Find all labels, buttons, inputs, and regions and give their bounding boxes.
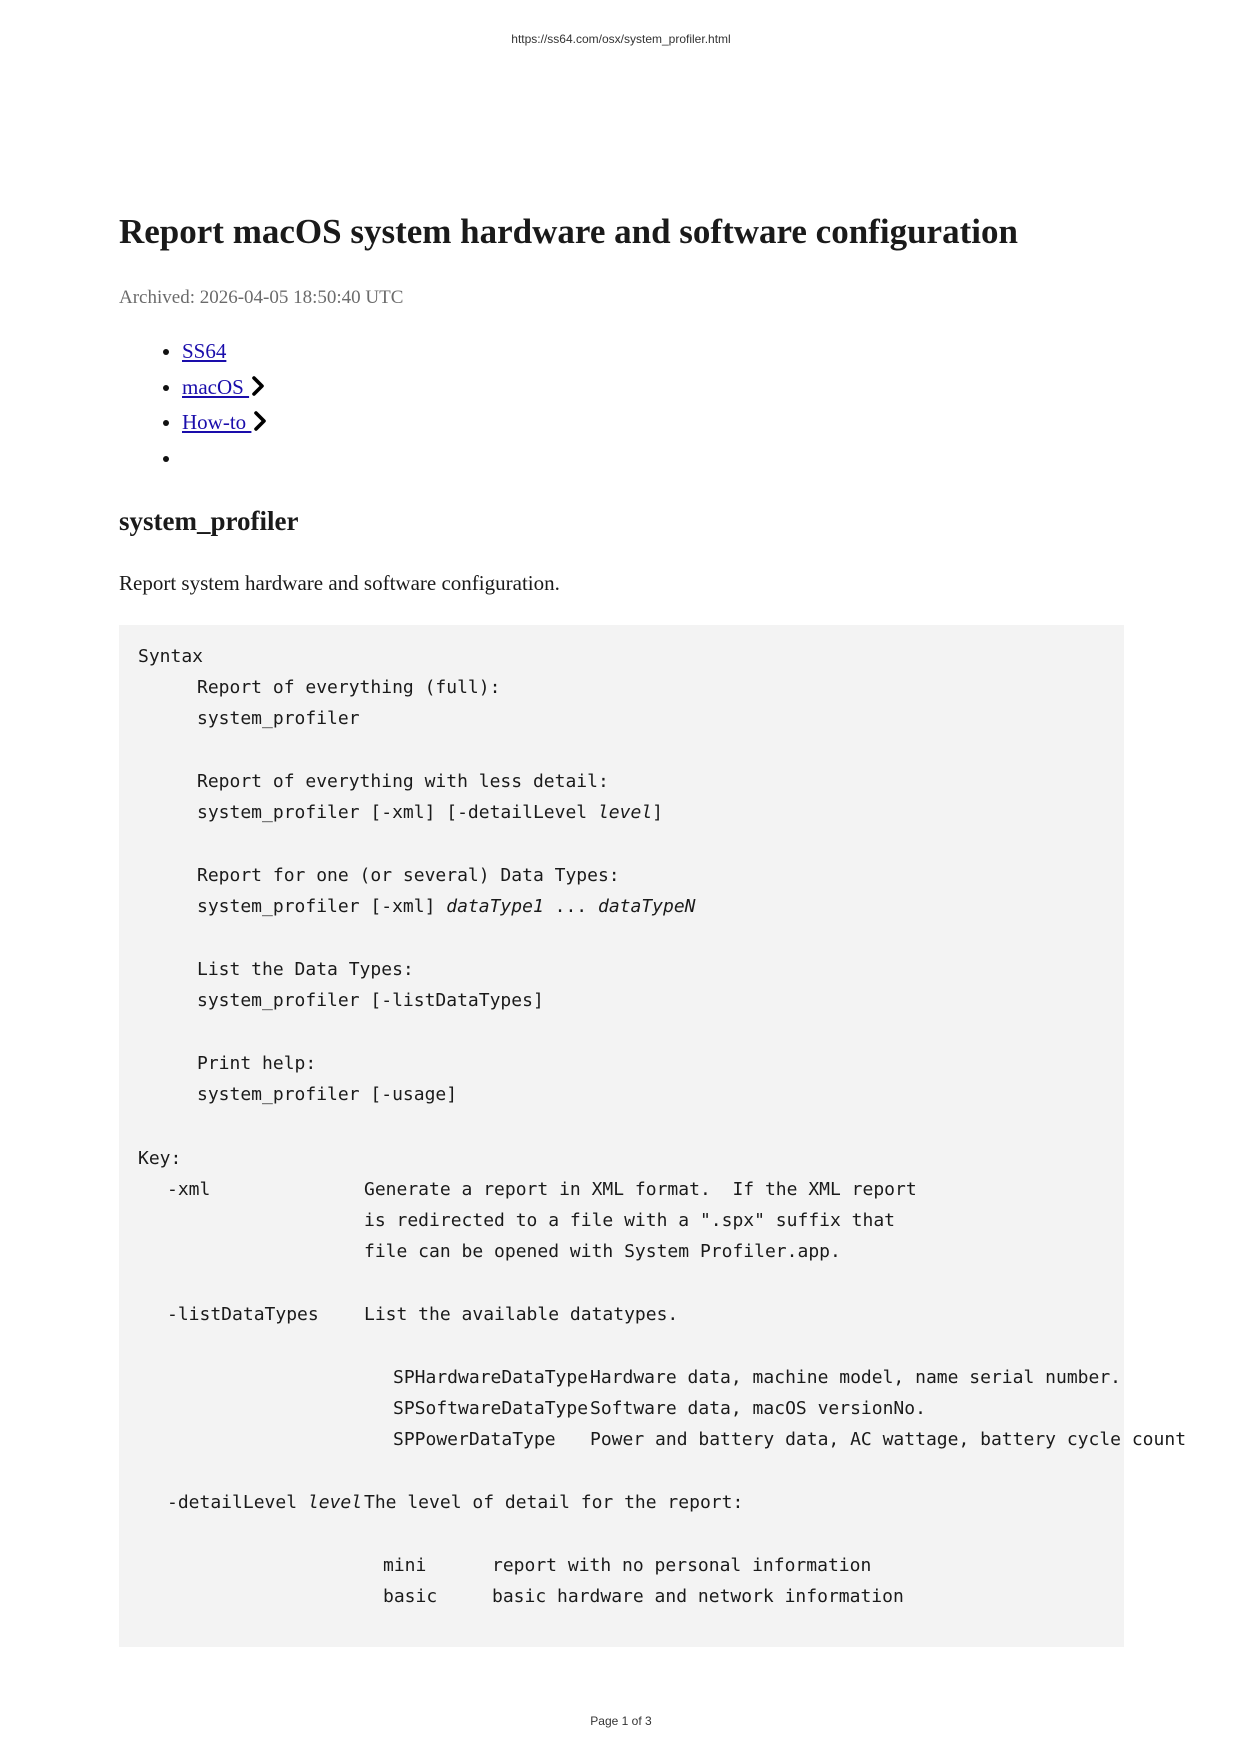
help-command: system_profiler [-usage] — [197, 1084, 458, 1105]
list-datatypes-description: List the available datatypes. — [364, 1304, 679, 1325]
datatypes-command-mid: ... — [543, 896, 598, 917]
command-description: Report system hardware and software configuration. — [119, 571, 560, 595]
page-number: Page 1 of 3 — [590, 1714, 652, 1728]
less-detail-command-end: ] — [652, 802, 663, 823]
less-detail-command — [197, 802, 663, 824]
less-detail-label: Report of everything with less detail: — [197, 771, 609, 792]
chevron-right-icon — [251, 376, 265, 396]
xml-description-line-3: file can be opened with System Profiler.app. — [364, 1241, 841, 1262]
detail-level-option — [167, 1492, 362, 1514]
full-report-label: Report of everything (full): — [197, 677, 501, 698]
help-label: Print help: — [197, 1053, 317, 1074]
datatype1-arg: dataType1 — [446, 896, 544, 917]
less-detail-command-text: system_profiler [-xml] [-detailLevel — [197, 802, 598, 823]
command-heading: system_profiler — [119, 506, 299, 536]
breadcrumb-item-ss64 — [182, 336, 267, 372]
full-report-command: system_profiler — [197, 708, 360, 729]
xml-description-line-1: Generate a report in XML format. If the XML report — [364, 1179, 917, 1200]
breadcrumb — [119, 336, 267, 478]
detail-level-description: The level of detail for the report: — [364, 1492, 744, 1513]
archived-timestamp: Archived: 2026-04-05 18:50:40 UTC — [119, 287, 404, 308]
datatype-description: Power and battery data, AC wattage, battery cycle count — [590, 1429, 1187, 1450]
key-label: Key: — [138, 1148, 182, 1169]
level-arg: level — [597, 802, 653, 823]
datatype-name: SPHardwareDataType — [393, 1367, 589, 1388]
syntax-label: Syntax — [138, 646, 204, 667]
datatype-name: SPPowerDataType — [393, 1429, 556, 1450]
breadcrumb-item-empty — [182, 443, 267, 479]
level-name: basic — [383, 1586, 438, 1607]
datatypes-command — [197, 896, 696, 918]
xml-option: -xml — [167, 1179, 211, 1200]
datatype-name: SPSoftwareDataType — [393, 1398, 589, 1419]
chevron-right-icon — [253, 411, 267, 431]
list-datatypes-option: -listDataTypes — [167, 1304, 319, 1325]
breadcrumb-link-macos[interactable]: macOS — [182, 374, 250, 399]
page-title: Report macOS system hardware and software configuration — [119, 212, 1018, 251]
datatypes-label: Report for one (or several) Data Types: — [197, 865, 620, 886]
level-description: basic hardware and network information — [492, 1586, 904, 1607]
datatype-description: Hardware data, machine model, name serial number. — [590, 1367, 1122, 1388]
list-datatypes-label: List the Data Types: — [197, 959, 414, 980]
breadcrumb-link-howto[interactable]: How-to — [182, 410, 252, 434]
datatype-description: Software data, macOS versionNo. — [590, 1398, 926, 1419]
level-name: mini — [383, 1555, 427, 1576]
xml-description-line-2: is redirected to a file with a ".spx" suffix that — [364, 1210, 896, 1231]
breadcrumb-item-howto — [182, 407, 267, 443]
list-datatypes-command: system_profiler [-listDataTypes] — [197, 990, 544, 1011]
level-description: report with no personal information — [492, 1555, 872, 1576]
datatypen-arg: dataTypeN — [597, 896, 696, 917]
detail-level-arg: level — [307, 1492, 363, 1513]
datatypes-command-text: system_profiler [-xml] — [197, 896, 447, 917]
page-url: https://ss64.com/osx/system_profiler.html — [511, 32, 731, 46]
syntax-code-block — [119, 625, 1187, 1647]
breadcrumb-item-macos — [182, 372, 267, 408]
detail-level-option-text: -detailLevel — [167, 1492, 308, 1513]
breadcrumb-link-ss64[interactable]: SS64 — [182, 339, 227, 363]
